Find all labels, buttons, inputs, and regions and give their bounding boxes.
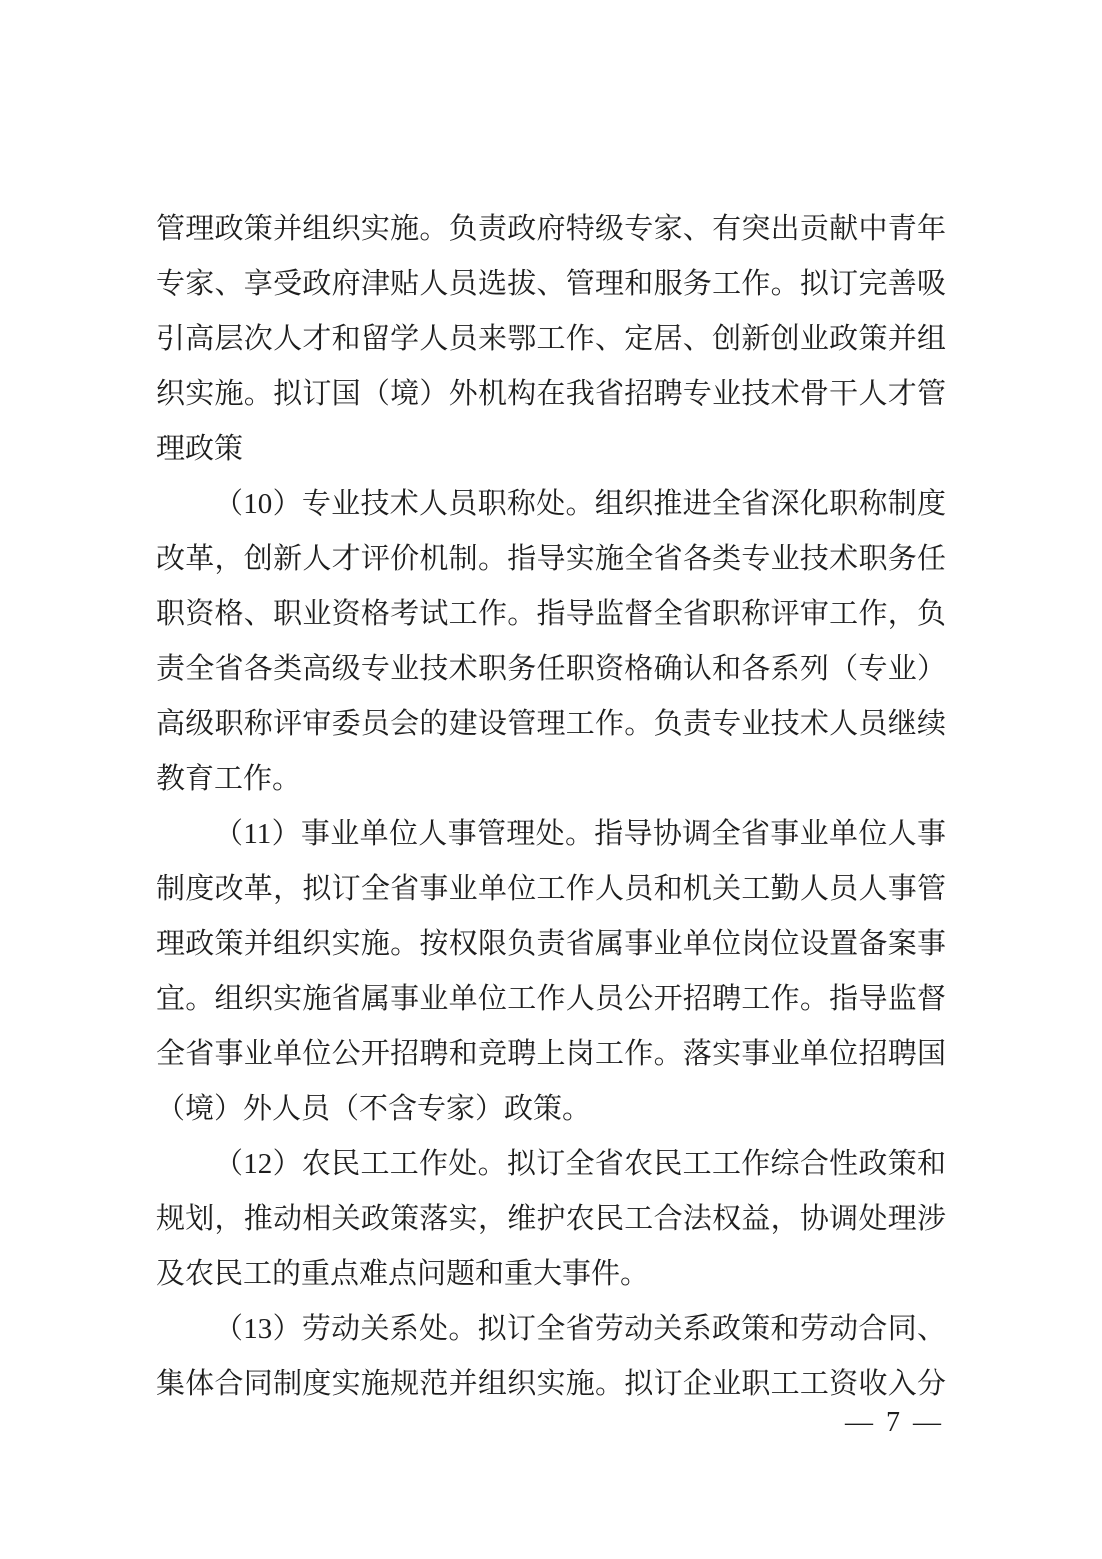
page-number: — 7 — <box>845 1407 944 1438</box>
text-line: 理政策并组织实施。按权限负责省属事业单位岗位设置备案事 <box>156 928 946 960</box>
text-line: 织实施。拟订国（境）外机构在我省招聘专业技术骨干人才管 <box>156 378 946 410</box>
text-line: 规划，推动相关政策落实，维护农民工合法权益，协调处理涉 <box>156 1203 946 1235</box>
text-line: 管理政策并组织实施。负责政府特级专家、有突出贡献中青年 <box>156 213 946 245</box>
text-line: 教育工作。 <box>156 763 302 795</box>
paragraph-continuation <box>156 202 946 477</box>
text-line: 宜。组织实施省属事业单位工作人员公开招聘工作。指导监督 <box>156 983 946 1015</box>
text-line: 职资格、职业资格考试工作。指导监督全省职称评审工作，负 <box>156 598 946 630</box>
text-line: （10）专业技术人员职称处。组织推进全省深化职称制度 <box>214 488 946 520</box>
text-line: 全省事业单位公开招聘和竞聘上岗工作。落实事业单位招聘国 <box>156 1038 946 1070</box>
text-line: 改革，创新人才评价机制。指导实施全省各类专业技术职务任 <box>156 543 946 575</box>
paragraph-item-11 <box>156 807 946 1137</box>
body-text <box>156 202 946 1412</box>
text-line: 及农民工的重点难点问题和重大事件。 <box>156 1258 650 1290</box>
paragraph-item-12 <box>156 1137 946 1302</box>
page-footer <box>845 1406 944 1440</box>
text-line: 高级职称评审委员会的建设管理工作。负责专业技术人员继续 <box>156 708 946 740</box>
text-line: 制度改革，拟订全省事业单位工作人员和机关工勤人员人事管 <box>156 873 946 905</box>
text-line: 理政策 <box>156 433 244 465</box>
text-line: （境）外人员（不含专家）政策。 <box>156 1093 592 1125</box>
paragraph-item-10 <box>156 477 946 807</box>
text-line: 集体合同制度实施规范并组织实施。拟订企业职工工资收入分 <box>156 1368 946 1400</box>
paragraph-item-13 <box>156 1302 946 1412</box>
text-line: （11）事业单位人事管理处。指导协调全省事业单位人事 <box>214 818 946 850</box>
text-line: 责全省各类高级专业技术职务任职资格确认和各系列（专业） <box>156 653 946 685</box>
text-line: （12）农民工工作处。拟订全省农民工工作综合性政策和 <box>214 1148 946 1180</box>
text-line: 引高层次人才和留学人员来鄂工作、定居、创新创业政策并组 <box>156 323 946 355</box>
text-line: （13）劳动关系处。拟订全省劳动关系政策和劳动合同、 <box>214 1313 946 1345</box>
text-line: 专家、享受政府津贴人员选拔、管理和服务工作。拟订完善吸 <box>156 268 946 300</box>
